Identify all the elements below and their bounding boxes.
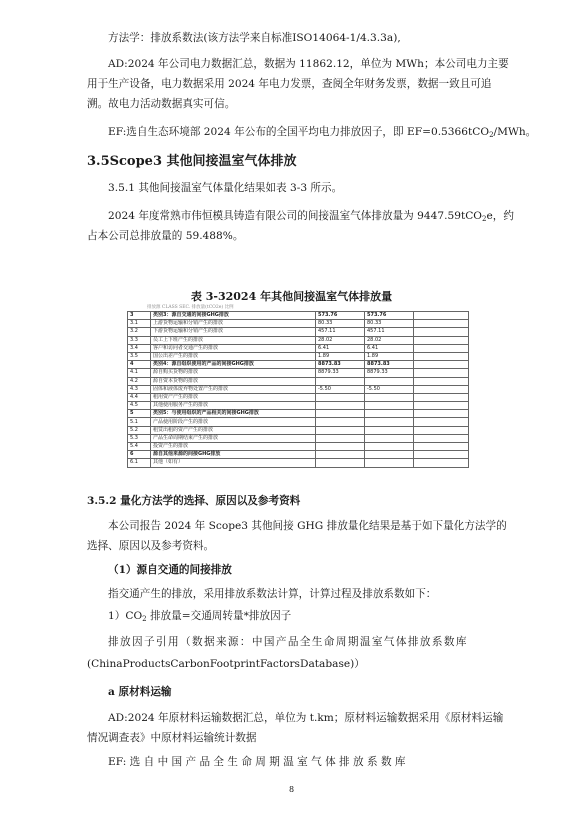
table-cell-v3 (414, 385, 469, 393)
table-cell-v3 (414, 377, 469, 385)
table-cell-name: 类别5：与使用组织的产品相关的间接GHG排放 (151, 410, 316, 418)
table-cell-no: 3.4 (128, 344, 151, 352)
table-cell-v2 (365, 426, 414, 434)
table-row (128, 320, 469, 328)
table-row (128, 336, 469, 344)
table-cell-v3 (414, 459, 469, 467)
table-cell-no: 4.5 (128, 402, 151, 410)
table-cell-v3 (414, 443, 469, 451)
table-row (128, 459, 469, 467)
table-row (128, 369, 469, 377)
section-heading-material: a 原材料运输 (108, 686, 172, 698)
table-cell-v3 (414, 418, 469, 426)
table-cell-name: 下游货物运输和分销产生的排放 (151, 328, 316, 336)
table-cell-v3 (414, 320, 469, 328)
p352-line-1: 本公司报告 2024 年 Scope3 其他间接 GHG 排放量化结果是基于如下量化方法学的 (108, 520, 507, 532)
table-cell-no: 3 (128, 312, 151, 320)
table-row (128, 344, 469, 352)
ad-line-2: 用于生产设备，电力数据采用 2024 年电力发票，查阅全年财务发票，数据一致且可追 (87, 78, 492, 90)
table-cell-v1 (316, 402, 365, 410)
table-cell-v2 (365, 451, 414, 459)
table-cell-v1 (316, 393, 365, 401)
table-cell-v1 (316, 434, 365, 442)
table-cell-no: 5.4 (128, 443, 151, 451)
table-cell-v2: 28.02 (365, 336, 414, 344)
table-cell-name: 其他使用服务产生的排放 (151, 402, 316, 410)
table-row (128, 426, 469, 434)
table-cell-v2 (365, 377, 414, 385)
table-row (128, 393, 469, 401)
table-cell-v2: 80.33 (365, 320, 414, 328)
table-cell-v3 (414, 434, 469, 442)
table-cell-no: 4.4 (128, 393, 151, 401)
mat-ef-line: EF: 选 自 中 国 产 品 全 生 命 周 期 温 室 气 体 排 放 系 数 库 (108, 756, 406, 768)
section-heading-352: 3.5.2 量化方法学的选择、原因以及参考资料 (87, 495, 301, 507)
table-cell-v2: -5.50 (365, 385, 414, 393)
table-cell-name: 租赁出租的资产产生的排放 (151, 426, 316, 434)
table-cell-v3 (414, 410, 469, 418)
table-cell-v1: -5.50 (316, 385, 365, 393)
page-number: 8 (288, 785, 295, 794)
table-row (128, 361, 469, 369)
table-cell-v2 (365, 410, 414, 418)
table-cell-v1: 8879.33 (316, 369, 365, 377)
table-cell-no: 6.1 (128, 459, 151, 467)
formula-line: $1)CO_2$ 排放量=交通周转量*排放因子 (108, 610, 292, 623)
table-cell-no: 5.1 (128, 418, 151, 426)
table-cell-no: 3.3 (128, 336, 151, 344)
section-heading-scope3: 3.5Scope3 其他间接温室气体排放 (87, 154, 297, 169)
table-cell-name: 源自资本货物的排放 (151, 377, 316, 385)
table-row (128, 377, 469, 385)
table-header-faint: 排放源 CLASS SEC. 排放量(tCO2e) 比例 (147, 305, 234, 310)
table-cell-no: 3.1 (128, 320, 151, 328)
table-cell-v2: 6.41 (365, 344, 414, 352)
table-cell-no: 4 (128, 361, 151, 369)
p352-line-2: 选择、原因以及参考资料。 (87, 540, 215, 552)
table-cell-v2: 1.89 (365, 352, 414, 360)
table-cell-name: 上游货物运输和分销产生的排放 (151, 320, 316, 328)
table-cell-v1: 80.33 (316, 320, 365, 328)
table-cell-v2: 8879.33 (365, 369, 414, 377)
table-cell-v2 (365, 402, 414, 410)
table-row (128, 385, 469, 393)
table-row (128, 312, 469, 320)
table-cell-v3 (414, 402, 469, 410)
table-cell-v1: 28.02 (316, 336, 365, 344)
table-cell-name: 固体和液体废弃物处置产生的排放 (151, 385, 316, 393)
table-cell-no: 4.2 (128, 377, 151, 385)
table-row (128, 402, 469, 410)
ef-ref-line-2: (ChinaProductsCarbonFootprintFactorsDatabase)） (87, 658, 365, 670)
table-cell-v3 (414, 361, 469, 369)
table-cell-v2 (365, 459, 414, 467)
table-cell-no: 5.3 (128, 434, 151, 442)
table-cell-v3 (414, 369, 469, 377)
table-cell-no: 6 (128, 451, 151, 459)
table-cell-v3 (414, 344, 469, 352)
table-cell-name: 投资产生的排放 (151, 443, 316, 451)
table-cell-name: 客户和访问者交通产生的排放 (151, 344, 316, 352)
table-cell-v1 (316, 410, 365, 418)
table-cell-v2 (365, 418, 414, 426)
ef-line: EF:选自生态环境部 2024 年公布的全国平均电力排放因子，即 EF=0.5366tCO$_2$/MWh。 (108, 126, 537, 139)
table-cell-v1 (316, 459, 365, 467)
table-cell-v1: 573.76 (316, 312, 365, 320)
table-row (128, 434, 469, 442)
table-cell-name: 产品使用阶段产生的排放 (151, 418, 316, 426)
ad-line-1: AD:2024 年公司电力数据汇总，数据为 11862.12，单位为 MWh；本公司电力主要 (108, 58, 509, 70)
table-cell-v1: 457.11 (316, 328, 365, 336)
table-row (128, 451, 469, 459)
table-cell-v2: 457.11 (365, 328, 414, 336)
table-cell-no: 4.1 (128, 369, 151, 377)
table-cell-v1 (316, 443, 365, 451)
table-cell-no: 3.2 (128, 328, 151, 336)
table-cell-name: 类别4：源自组织使用的产品的间接GHG排放 (151, 361, 316, 369)
table-cell-v1: 6.41 (316, 344, 365, 352)
transport-desc: 指交通产生的排放，采用排放系数法计算，计算过程及排放系数如下： (108, 588, 437, 600)
table-cell-name: 租用资产产生的排放 (151, 393, 316, 401)
table-cell-v3 (414, 426, 469, 434)
table-row (128, 352, 469, 360)
emissions-table-image (127, 305, 467, 485)
mat-ad-line-1: AD:2024 年原材料运输数据汇总，单位为 t.km；原材料运输数据采用《原材料运输 (108, 712, 504, 724)
table-cell-v1 (316, 426, 365, 434)
total-line-1: 2024 年度常熟市伟恒模具铸造有限公司的间接温室气体排放量为 9447.59tCO$_2$e，约 (108, 210, 514, 223)
table-cell-no: 5 (128, 410, 151, 418)
table-cell-v2: 573.76 (365, 312, 414, 320)
table-cell-v2 (365, 393, 414, 401)
intro-line: 3.5.1 其他间接温室气体量化结果如表 3-3 所示。 (108, 182, 343, 194)
table-cell-name: 类别3：源自交通的间接GHG排放 (151, 312, 316, 320)
table-row (128, 443, 469, 451)
table-cell-v1 (316, 377, 365, 385)
table-cell-name: 源自其他来源的间接GHG排放 (151, 451, 316, 459)
table-cell-name: 员工上下班产生的排放 (151, 336, 316, 344)
table-row (128, 410, 469, 418)
ad-line-3: 溯。故电力活动数据真实可信。 (87, 98, 236, 110)
table-cell-v1: 8873.83 (316, 361, 365, 369)
method-line: 方法学：排放系数法(该方法学来自标准ISO14064-1/4.3.3a), (108, 32, 401, 44)
ef-ref-line-1: 排放因子引用（数据来源：中国产品全生命周期温室气体排放系数库 (108, 636, 468, 648)
table-cell-no: 3.5 (128, 352, 151, 360)
table-cell-v3 (414, 451, 469, 459)
table-row (128, 328, 469, 336)
table-cell-no: 5.2 (128, 426, 151, 434)
table-row (128, 418, 469, 426)
table-cell-no: 4.3 (128, 385, 151, 393)
table-cell-v1 (316, 418, 365, 426)
table-cell-v1 (316, 451, 365, 459)
table-cell-v3 (414, 312, 469, 320)
section-heading-transport: （1）源自交通的间接排放 (108, 564, 232, 576)
table-cell-v1: 1.89 (316, 352, 365, 360)
total-line-2: 占本公司总排放量的 59.488%。 (87, 230, 244, 242)
emissions-table (127, 311, 469, 468)
table-cell-v3 (414, 352, 469, 360)
mat-ad-line-2: 情况调查表》中原材料运输统计数据 (87, 732, 257, 744)
table-cell-v2 (365, 434, 414, 442)
table-cell-v2: 8873.83 (365, 361, 414, 369)
table-cell-name: 产品生命周期结束产生的排放 (151, 434, 316, 442)
table-cell-name: 其他（如有） (151, 459, 316, 467)
table-cell-name: 国公出差产生的排放 (151, 352, 316, 360)
table-cell-v2 (365, 443, 414, 451)
table-cell-v3 (414, 336, 469, 344)
table-caption: 表 3-32024 年其他间接温室气体排放量 (190, 290, 393, 303)
table-cell-v3 (414, 393, 469, 401)
table-cell-name: 源自购买货物的排放 (151, 369, 316, 377)
table-cell-v3 (414, 328, 469, 336)
